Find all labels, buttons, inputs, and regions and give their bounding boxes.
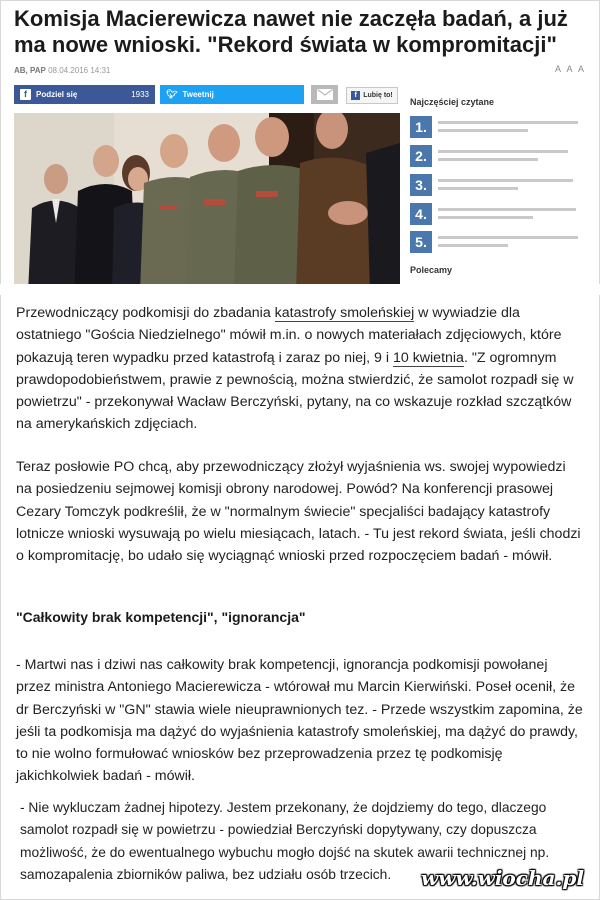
article-meta [14, 66, 110, 75]
article-date: 08.04.2016 14:31 [48, 66, 111, 75]
link-10-kwietnia[interactable]: 10 kwietnia [392, 349, 464, 366]
blurred-text [438, 179, 573, 182]
paragraph-1 [16, 302, 584, 436]
blurred-text [438, 158, 538, 161]
most-read-heading: Najczęściej czytane [410, 97, 495, 107]
blurred-text [438, 216, 533, 219]
most-read-number: 4. [410, 203, 432, 225]
facebook-like-button[interactable] [346, 87, 398, 104]
most-read-item[interactable] [410, 174, 586, 196]
facebook-share-button[interactable] [14, 85, 155, 104]
tweet-label: Tweetnij [182, 90, 214, 99]
paragraph-4: - Nie wykluczam żadnej hipotezy. Jestem przekonany, że dojdziemy do tego, dlaczego samolot rozpadł się w powietrzu - powiedział Berczyński dopytywany, czy dopuszcza możliwość, że do ewentualnego wybuchu mogło dojść na skutek awarii technicznej np. samozapalenia zbiorników paliwa, bez udziału osób trzecich. [20, 800, 550, 882]
facebook-icon: f [351, 91, 360, 100]
most-read-number: 2. [410, 145, 432, 167]
link-katastrofa-smolenska[interactable]: katastrofy smoleńskiej [274, 305, 415, 321]
screenshot-divider [0, 284, 600, 295]
most-read-number: 3. [410, 174, 432, 196]
article-title: Komisja Macierewicza nawet nie zaczęła badań, a już ma nowe wnioski. "Rekord świata w kompromitacji" [14, 6, 568, 57]
tweet-button[interactable] [160, 85, 304, 104]
blurred-text [438, 150, 568, 153]
paragraph-2: Teraz posłowie PO chcą, aby przewodniczący złożył wyjaśnienia ws. swojej wypowiedzi na posiedzeniu sejmowej komisji obrony narodowej. Powód? Na konferencji prasowej Cezary Tomczyk podkreślił, że w "normalnym świecie" specjaliści badający katastrofy lotnicze wnioski wysuwają po wielu miesiącach, latach. - Tu jest rekord świata, jeśli chodzi o kompromitację, bo udało się wyciągnąć wnioski przed rozpoczęciem badań - mówił. [16, 459, 581, 565]
envelope-icon [317, 89, 333, 100]
most-read-number: 5. [410, 231, 432, 253]
blurred-text [438, 244, 508, 247]
email-share-button[interactable] [311, 85, 338, 104]
facebook-icon: f [20, 89, 31, 100]
font-size-controls[interactable]: A A A [554, 64, 586, 74]
blurred-text [438, 121, 578, 124]
recommended-heading: Polecamy [410, 265, 453, 275]
text: . "Z ogromnym prawdopodobieństwem, prawie z pewnością, można stwierdzić, że samolot rozpadł się w powietrzu" - przekonywał Wacław Berczyński, pytany, na co wskazuje rozkład szczątków na amerykańskich zdjęciach. [16, 349, 574, 433]
paragraph-3: - Martwi nas i dziwi nas całkowity brak kompetencji, ignorancja podkomisji powołanej przez ministra Antoniego Macierewicza - wtórował mu Marcin Kierwiński. Poseł ocenił, że dr Berczyński w "GN" stawia wiele nieuprawnionych tez. - Przede wszystkim zapomina, że jeśli ta podkomisja ma dążyć do wyjaśnienia katastrofy smoleńskiej, ma dążyć do prawdy, to nie wolno formułować wniosków bez przeprowadzenia przez tę podkomisję jakichkolwiek badań - mówił. [16, 657, 583, 785]
watermark: www.wiocha.pl [421, 866, 584, 890]
most-read-item[interactable] [410, 116, 586, 138]
text: w wywiadzie dla ostatniego "Gościa Niedzielnego" mówił m.in. o nowych materiałach zdjęciowych, które pokazują teren wypadku przed katastrofą i zaraz po niej, 9 i [16, 305, 562, 366]
subheading: "Całkowity brak kompetencji", "ignorancja" [16, 609, 306, 625]
article-author: AB, PAP [14, 66, 46, 75]
text: Przewodniczący podkomisji do zbadania [16, 305, 275, 321]
most-read-item[interactable] [410, 231, 586, 253]
blurred-text [438, 236, 578, 239]
most-read-number: 1. [410, 116, 432, 138]
blurred-text [438, 129, 528, 132]
blurred-text [438, 187, 518, 190]
like-label: Lubię to! [363, 92, 393, 99]
facebook-share-count: 1933 [131, 90, 149, 99]
facebook-share-label: Podziel się [36, 90, 78, 99]
twitter-icon: 🐦︎ [166, 89, 178, 99]
most-read-item[interactable] [410, 145, 586, 167]
blurred-text [438, 208, 576, 211]
most-read-item[interactable] [410, 203, 586, 225]
article-photo [14, 113, 400, 293]
